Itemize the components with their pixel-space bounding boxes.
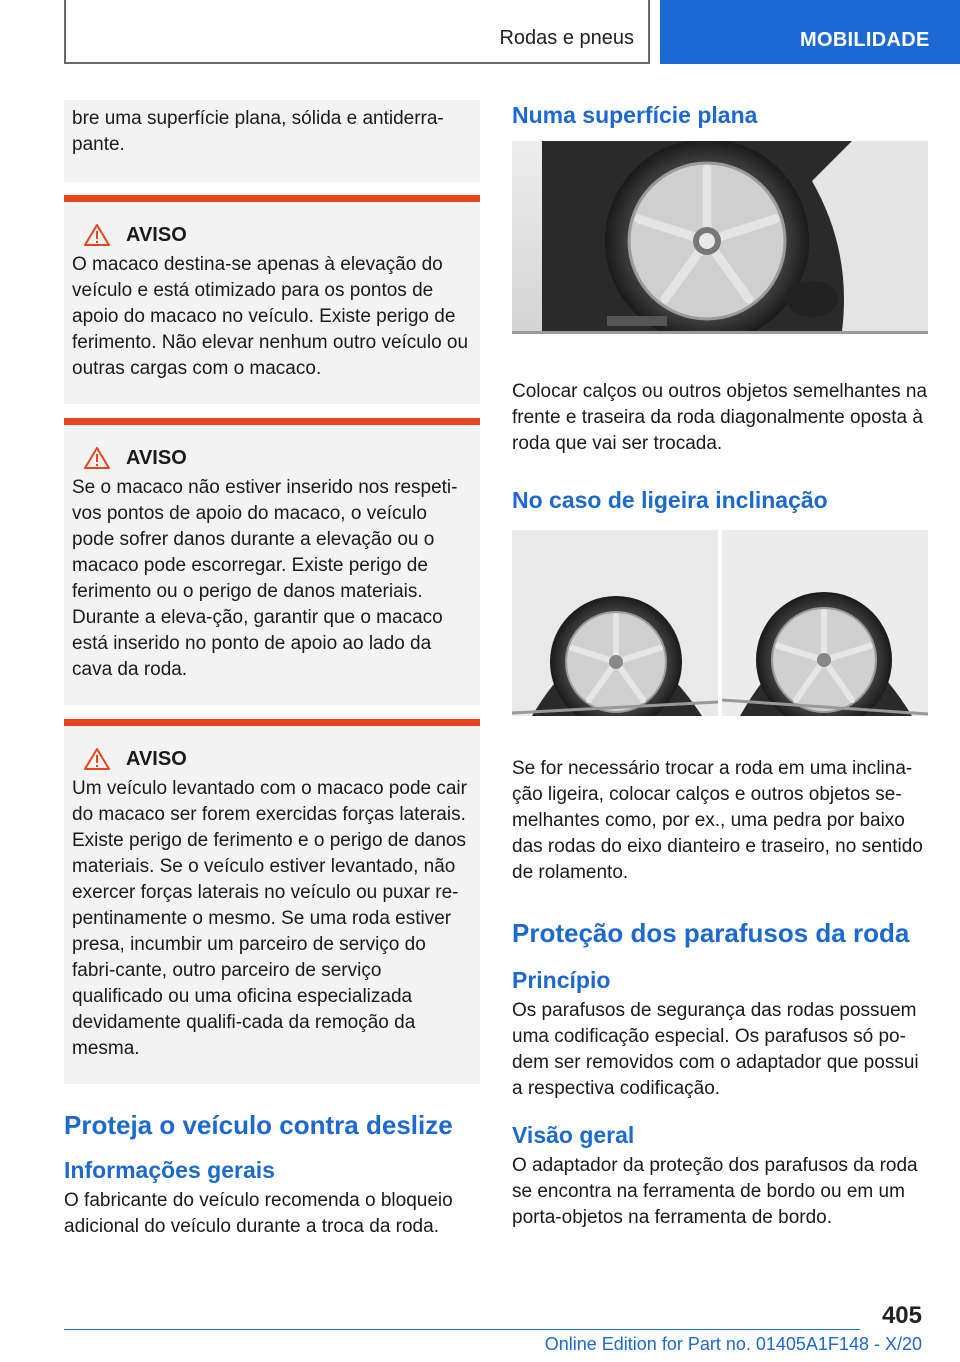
footer-edition: Online Edition for Part no. 01405A1F148 - X/20	[544, 1334, 922, 1354]
header-chapter-tab[interactable]	[660, 0, 960, 64]
wheel-slope-image	[512, 530, 928, 716]
header-section-title: Rodas e pneus	[499, 27, 634, 49]
warning-box-3	[64, 719, 480, 1084]
warning-title: AVISO	[126, 223, 187, 246]
subsection-title-slope: No caso de ligeira inclinação	[512, 487, 828, 513]
subsection-title-general-info: Informações gerais	[64, 1157, 275, 1183]
warning-text: Um veículo levantado com o macaco pode cair do macaco ser forem exercidas forças laterais. Existe perigo de ferimento e o perigo de danos materiais. Se o veículo estiver levantado, não exercer forças laterais no veículo ou puxar re-pentinamente o mesmo. Se uma roda estiver presa, incumbir um parceiro de serviço do fabri-cante, outro parceiro de serviço qualificado ou uma oficina especializada devidamente qualifi-cada da remoção da mesma.	[72, 778, 467, 1059]
slope-text: Se for necessário trocar a roda em uma inclina-ção ligeira, colocar calços e outros objetos se-melhantes como, por ex., uma pedra por baixo das rodas do eixo dianteiro e traseiro, no sentido de rolamento.	[512, 758, 923, 883]
continuation-text: bre uma superfície plana, sólida e antiderra-pante.	[72, 108, 444, 155]
warning-title: AVISO	[126, 446, 187, 469]
left-column	[64, 100, 480, 1240]
warning-box-1	[64, 195, 480, 404]
page-number: 405	[881, 1302, 922, 1329]
warning-triangle-icon	[84, 223, 110, 247]
right-column	[512, 100, 928, 1231]
warning-title: AVISO	[126, 747, 187, 770]
section-title-slip-protection: Proteja o veículo contra deslize	[64, 1110, 453, 1140]
principle-text: Os parafusos de segurança das rodas possuem uma codificação especial. Os parafusos só po-dem ser removidos com o adaptador que possui a respectiva codificação.	[512, 1000, 919, 1099]
subsection-title-overview: Visão geral	[512, 1122, 635, 1148]
continuation-box	[64, 100, 480, 182]
image-ground-line	[512, 331, 928, 334]
flat-text: Colocar calços ou outros objetos semelhantes na frente e traseira da roda diagonalmente oposta à roda que vai ser trocada.	[512, 381, 928, 454]
wheel-flat-image	[512, 141, 928, 331]
warning-triangle-icon	[84, 446, 110, 470]
subsection-title-flat: Numa superfície plana	[512, 102, 758, 128]
warning-text: O macaco destina-se apenas à elevação do veículo e está otimizado para os pontos de apoio do macaco no veículo. Existe perigo de ferimento. Não elevar nenhum outro veículo ou outras cargas com o macaco.	[72, 254, 469, 379]
warning-text: Se o macaco não estiver inserido nos respeti-vos pontos de apoio do macaco, o veículo pode sofrer danos durante a elevação ou o macaco pode escorregar. Existe perigo de ferimento ou o perigo de danos materiais. Durante a eleva-ção, garantir que o macaco está inserido no ponto de apoio ao lado da cava da roda.	[72, 477, 458, 680]
header-chapter-label: MOBILIDADE	[800, 29, 930, 51]
footer-rule	[64, 1329, 860, 1330]
overview-text: O adaptador da proteção dos parafusos da roda se encontra na ferramenta de bordo ou em um porta-objetos na ferramenta de bordo.	[512, 1155, 918, 1228]
warning-triangle-icon	[84, 747, 110, 771]
subsection-title-principle: Princípio	[512, 967, 611, 993]
section-title-wheel-bolt-protection: Proteção dos parafusos da roda	[512, 918, 910, 948]
warning-box-2	[64, 418, 480, 705]
header-section-box	[64, 0, 650, 64]
general-info-text: O fabricante do veículo recomenda o bloqueio adicional do veículo durante a troca da roda.	[64, 1190, 453, 1237]
